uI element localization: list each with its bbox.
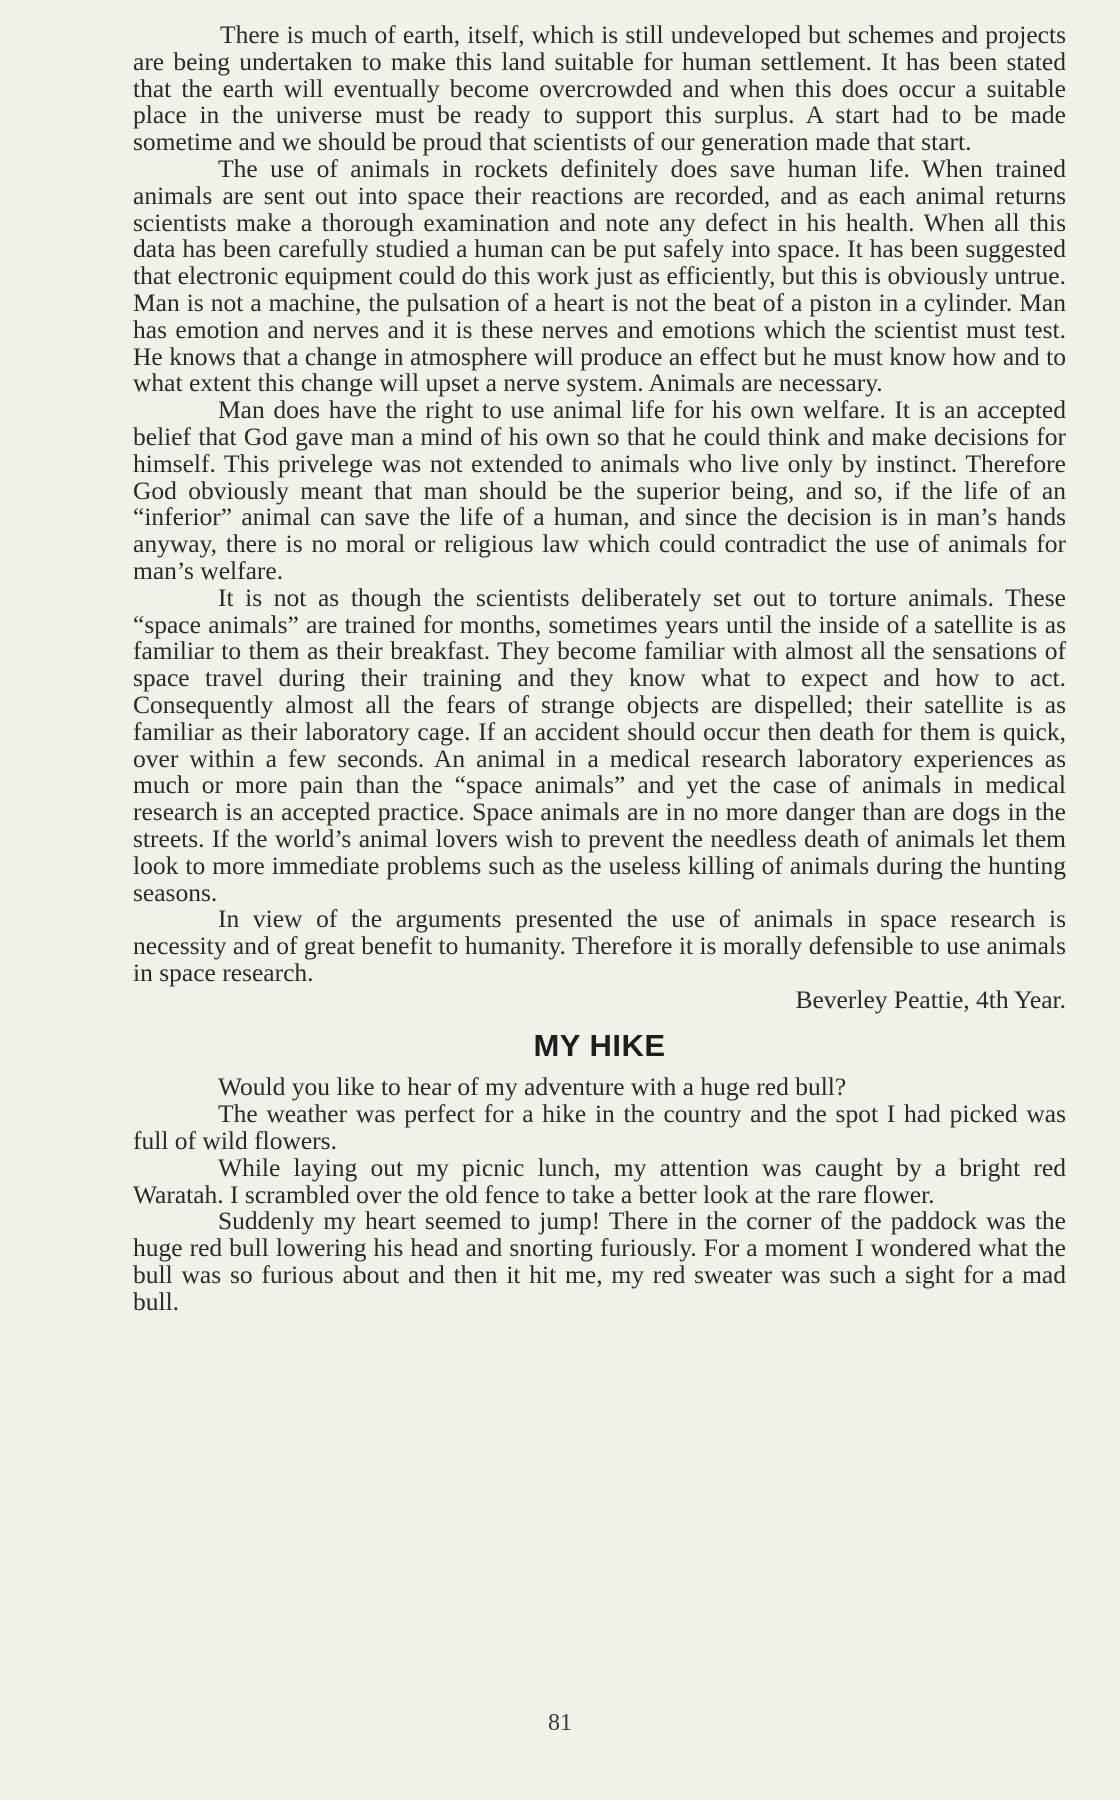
- page-number: 81: [548, 1710, 572, 1736]
- story-paragraph-2: The weather was perfect for a hike in the country and the spot I had picked was full of wild flowers.: [133, 1099, 1066, 1156]
- article-paragraph-5: In view of the arguments presented the use of animals in space research is necessity and of great benefit to humanity. Therefore it is morally defensible to use animals in space research.: [133, 904, 1066, 987]
- article-paragraph-2: The use of animals in rockets definitely does save human life. When trained animals are sent out into space their reactions are recorded, and as each animal returns scientists make a thorough examination and note any defect in his health. When all this data has been carefully studied a human can be put safely into space. It has been suggested that electronic equipment could do this work just as efficiently, but this is obviously untrue. Man is not a machine, the pulsation of a heart is not the beat of a piston in a cylinder. Man has emotion and nerves and it is these nerves and emotions which the scientist must test. He knows that a change in atmosphere will produce an effect but he must know how and to what extent this change will upset a nerve system. Animals are necessary.: [133, 153, 1066, 398]
- article-paragraph-1: There is much of earth, itself, which is still undeveloped but schemes and projects are being undertaken to make this land suitable for human settlement. It has been stated that the earth will eventually become overcrowded and when this does occur a suitable place in the universe must be ready to support this surplus. A start had to be made sometime and we should be proud that scientists of our generation made that start.: [133, 20, 1066, 157]
- story-paragraph-1: Would you like to hear of my adventure with a huge red bull?: [218, 1072, 847, 1102]
- story-title: MY HIKE: [533, 1028, 666, 1064]
- article-paragraph-4: It is not as though the scientists deliberately set out to torture animals. These “space animals” are trained for months, sometimes years until the inside of a satellite is as familiar to them as their breakfast. They become familiar with almost all the sensations of space travel during their training and they know what to expect and how to act. Consequently almost all the fears of strange objects are dispelled; their satellite is as familiar as their laboratory cage. If an accident should occur then death for them is quick, over within a few seconds. An animal in a medical research laboratory experiences as much or more pain than the “space animals” and yet the case of animals in medical research is an accepted practice. Space animals are in no more danger than are dogs in the streets. If the world’s animal lovers wish to prevent the needless death of animals let them look to more immediate problems such as the useless killing of animals during the hunting seasons.: [133, 582, 1066, 907]
- article-paragraph-3: Man does have the right to use animal life for his own welfare. It is an accepted belief that God gave man a mind of his own so that he could think and make decisions for himself. This privelege was not extended to animals who live only by instinct. Therefore God obviously meant that man should be the superior being, and so, if the life of an “inferior” animal can save the life of a human, and since the decision is in man’s hands anyway, there is no moral or religious law which could contradict the use of animals for man’s welfare.: [133, 395, 1066, 585]
- author-signature: Beverley Peattie, 4th Year.: [795, 984, 1066, 1014]
- story-paragraph-4: Suddenly my heart seemed to jump! There in the corner of the paddock was the huge red bull lowering his head and snorting furiously. For a moment I wondered what the bull was so furious about and then it hit me, my red sweater was such a sight for a mad bull.: [133, 1206, 1066, 1316]
- story-paragraph-3: While laying out my picnic lunch, my attention was caught by a bright red Waratah. I scrambled over the old fence to take a better look at the rare flower.: [133, 1152, 1066, 1209]
- page-body: [133, 22, 1066, 1316]
